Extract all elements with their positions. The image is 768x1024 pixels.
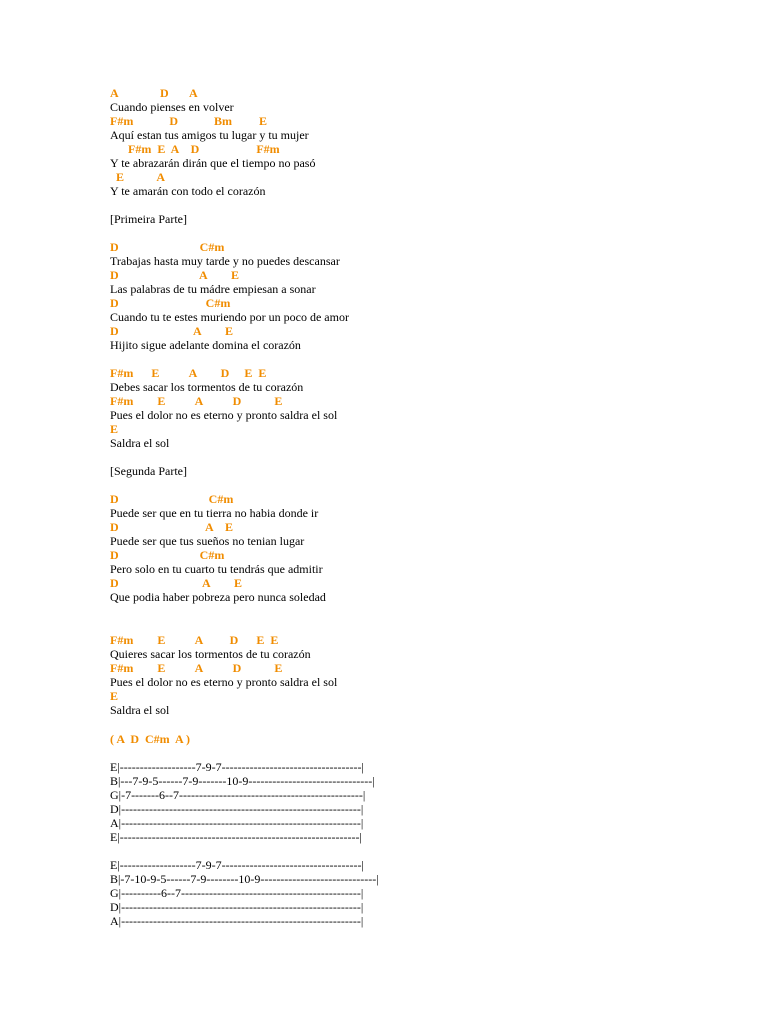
tab-line: A|------------------------------------------------------------| [110, 816, 364, 830]
lyric-line: Saldra el sol [110, 436, 170, 450]
lyric-line: Y te amarán con todo el corazón [110, 184, 266, 198]
chord-line: D C#m [110, 296, 231, 310]
chord-line: D C#m [110, 548, 225, 562]
lyric-line: Las palabras de tu mádre empiesan a sonar [110, 282, 316, 296]
tab-line: G|----------6--7---------------------------------------------| [110, 886, 364, 900]
chord-line: F#m E A D E E [110, 366, 267, 380]
lyric-line: Cuando tu te estes muriendo por un poco de amor [110, 310, 349, 324]
chord-line: F#m D Bm E [110, 114, 267, 128]
tab-line: A|------------------------------------------------------------| [110, 914, 364, 928]
lyric-line: Quieres sacar los tormentos de tu corazón [110, 647, 311, 661]
lyric-line: Hijito sigue adelante domina el corazón [110, 338, 301, 352]
chord-line: F#m E A D F#m [110, 142, 280, 156]
lyric-line: Debes sacar los tormentos de tu corazón [110, 380, 304, 394]
lyric-line: Pues el dolor no es eterno y pronto saldra el sol [110, 675, 338, 689]
chord-line: D A E [110, 576, 243, 590]
chord-line: D A E [110, 324, 234, 338]
tab-line: E|-------------------7-9-7-----------------------------------| [110, 760, 364, 774]
tab-line: B|---7-9-5------7-9-------10-9-------------------------------| [110, 774, 375, 788]
chord-line: F#m E A D E [110, 661, 283, 675]
section-heading: [Primeira Parte] [110, 212, 187, 226]
chord-line: F#m E A D E [110, 394, 283, 408]
chord-line: A D A [110, 86, 198, 100]
tab-line: D|------------------------------------------------------------| [110, 900, 364, 914]
chord-line: F#m E A D E E [110, 633, 279, 647]
lyric-line: Que podia haber pobreza pero nunca soledad [110, 590, 326, 604]
tab-line: D|------------------------------------------------------------| [110, 802, 364, 816]
chord-line: D A E [110, 268, 240, 282]
lyric-line: Saldra el sol [110, 703, 170, 717]
lyric-line: Pero solo en tu cuarto tu tendrás que admitir [110, 562, 323, 576]
chord-progression: ( A D C#m A ) [110, 732, 191, 746]
tab-line: E|------------------------------------------------------------| [110, 830, 362, 844]
chord-line: E [110, 422, 119, 436]
chord-line: E [110, 689, 119, 703]
lyric-line: Trabajas hasta muy tarde y no puedes descansar [110, 254, 340, 268]
section-heading: [Segunda Parte] [110, 464, 187, 478]
lyric-line: Y te abrazarán dirán que el tiempo no pasó [110, 156, 316, 170]
chord-line: E A [110, 170, 166, 184]
lyric-line: Cuando pienses en volver [110, 100, 234, 114]
tab-line: B|-7-10-9-5------7-9--------10-9-----------------------------| [110, 872, 379, 886]
chord-line: D A E [110, 520, 234, 534]
lyric-line: Puede ser que tus sueños no tenian lugar [110, 534, 305, 548]
lyric-line: Puede ser que en tu tierra no habia donde ir [110, 506, 319, 520]
chord-line: D C#m [110, 240, 225, 254]
tab-line: G|-7-------6--7----------------------------------------------| [110, 788, 366, 802]
lyric-line: Pues el dolor no es eterno y pronto saldra el sol [110, 408, 338, 422]
chord-line: D C#m [110, 492, 234, 506]
tab-line: E|-------------------7-9-7-----------------------------------| [110, 858, 364, 872]
lyric-line: Aquí estan tus amigos tu lugar y tu mujer [110, 128, 309, 142]
